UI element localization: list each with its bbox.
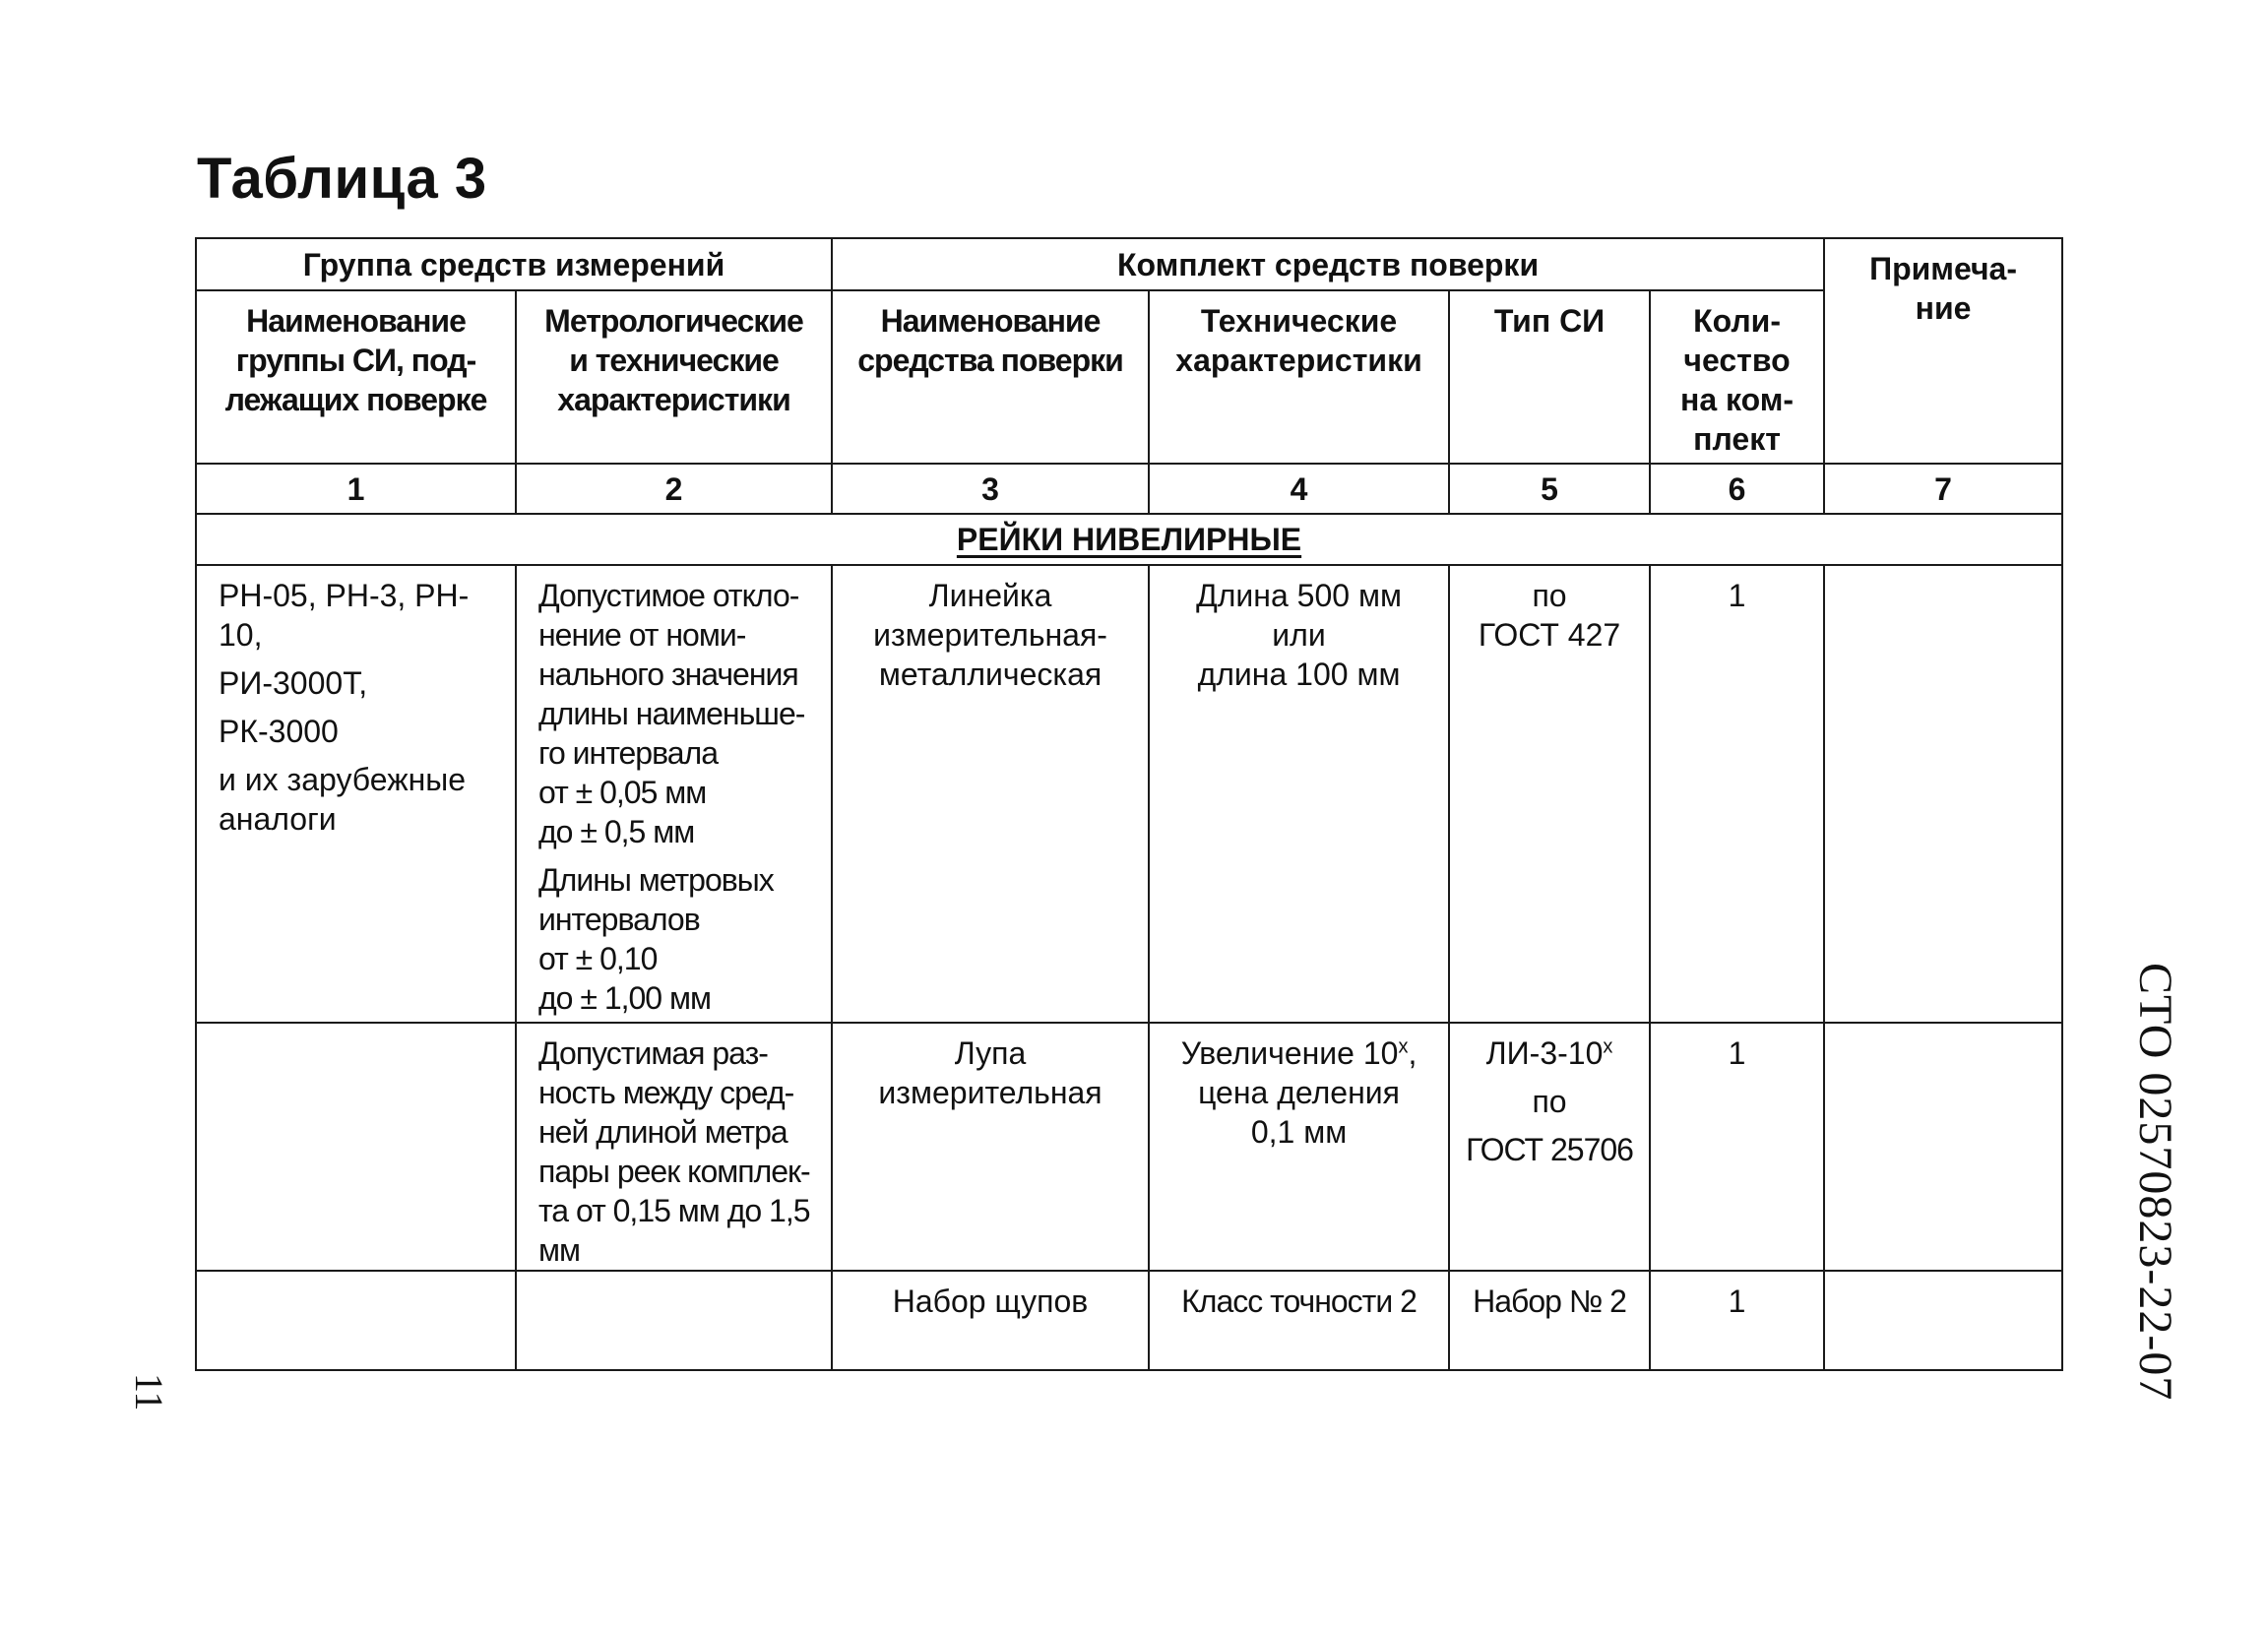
section-heading: РЕЙКИ НИВЕЛИРНЫЕ: [196, 514, 2062, 565]
column-header-type: Тип СИ: [1449, 290, 1650, 464]
group-name-cell: [196, 1271, 516, 1370]
column-number: 5: [1449, 464, 1650, 514]
table-row: [196, 565, 2062, 1023]
column-header-characteristics: Метрологические и технические характеристики: [516, 290, 832, 464]
group-name-cell: [196, 1023, 516, 1271]
tool-specs-cell: Длина 500 мм или длина 100 мм: [1149, 565, 1449, 1023]
column-header-tool-name: Наименование средства поверки: [832, 290, 1149, 464]
document-code: СТО 02570823-22-07: [2129, 963, 2181, 1402]
tool-specs-cell: Увеличение $10^х$, цена деления 0,1 мм: [1149, 1023, 1449, 1271]
tool-name-cell: Линейка измерительная- металлическая: [832, 565, 1149, 1023]
group-name-cell: РН-05, РН-3, РН- 10, РИ-3000Т, РК-3000 и их зарубежные аналоги: [196, 565, 516, 1023]
type-cell: $ЛИ-3-10^х$ по ГОСТ 25706: [1449, 1023, 1650, 1271]
column-header-quantity: Коли- чество на ком- плект: [1650, 290, 1824, 464]
column-number-row: [196, 464, 2062, 514]
type-cell: Набор № 2: [1449, 1271, 1650, 1370]
tool-name-cell: Набор щупов: [832, 1271, 1149, 1370]
group-header-measurement: Группа средств измерений: [196, 238, 832, 290]
group-header-verification-kit: Комплект средств поверки: [832, 238, 1824, 290]
column-header-group-name: Наименование группы СИ, под- лежащих поверке: [196, 290, 516, 464]
column-number: 6: [1650, 464, 1824, 514]
characteristics-cell: Допустимое откло- нение от номи- нального значения длины наименьше- го интервала от ± 0,05 мм до ± 0,5 мм Длины метровых интервалов от ± 0,10 до ± 1,00 мм: [516, 565, 832, 1023]
table-title: Таблица 3: [197, 147, 487, 211]
table-row: [196, 1271, 2062, 1370]
column-header-tool-specs: Технические характеристики: [1149, 290, 1449, 464]
column-number: 2: [516, 464, 832, 514]
type-cell: по ГОСТ 427: [1449, 565, 1650, 1023]
column-number: 1: [196, 464, 516, 514]
quantity-cell: 1: [1650, 565, 1824, 1023]
column-number: 4: [1149, 464, 1449, 514]
page-number: 11: [127, 1373, 171, 1411]
column-header-note: Примеча- ние: [1824, 238, 2062, 464]
tool-specs-cell: Класс точности 2: [1149, 1271, 1449, 1370]
characteristics-cell: [516, 1271, 832, 1370]
column-number: 7: [1824, 464, 2062, 514]
quantity-cell: 1: [1650, 1023, 1824, 1271]
note-cell: [1824, 1271, 2062, 1370]
verification-table: [195, 237, 2063, 1371]
tool-name-cell: Лупа измерительная: [832, 1023, 1149, 1271]
characteristics-cell: Допустимая раз- ность между сред- ней длиной метра пары реек комплек- та от 0,15 мм до 1,5 мм: [516, 1023, 832, 1271]
note-cell: [1824, 565, 2062, 1023]
quantity-cell: 1: [1650, 1271, 1824, 1370]
note-cell: [1824, 1023, 2062, 1271]
table-row: [196, 1023, 2062, 1271]
column-number: 3: [832, 464, 1149, 514]
